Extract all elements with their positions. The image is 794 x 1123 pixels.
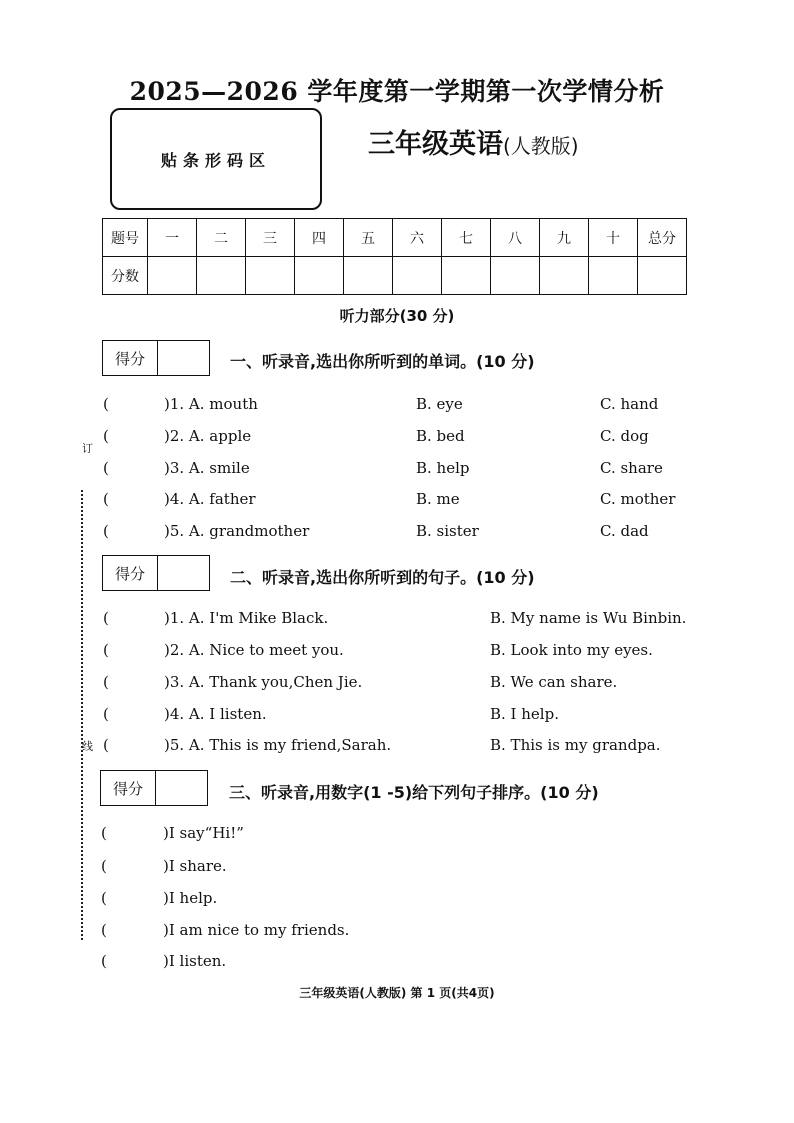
score-input-cell[interactable] — [589, 257, 638, 295]
score-box-input[interactable] — [156, 771, 207, 805]
subject-title — [368, 122, 579, 161]
score-input-cell[interactable] — [393, 257, 442, 295]
score-input-cell[interactable] — [638, 257, 687, 295]
answer-paren[interactable]: ( — [101, 952, 107, 970]
answer-paren[interactable]: ( — [101, 857, 107, 875]
answer-paren[interactable]: ( — [101, 921, 107, 939]
question-option-b: B. This is my grandpa. — [490, 736, 661, 754]
sentence-text: )I am nice to my friends. — [163, 921, 350, 939]
list-item — [0, 921, 794, 941]
score-table — [102, 218, 687, 295]
answer-paren[interactable]: ( — [103, 705, 109, 723]
section-title: 一、听录音,选出你所听到的单词。(10 分) — [230, 352, 535, 371]
listening-heading: 听力部分(30 分) — [339, 307, 455, 325]
score-input-cell[interactable] — [344, 257, 393, 295]
list-item — [0, 609, 794, 629]
subject-name: 三年级英语 — [368, 129, 503, 160]
binding-mark: 订 — [82, 442, 93, 455]
list-item — [0, 490, 794, 510]
question-option-a: )2. A. apple — [164, 427, 252, 445]
score-input-cell[interactable] — [442, 257, 491, 295]
question-option-b: B. me — [416, 490, 460, 508]
score-table-header-row — [103, 219, 687, 257]
question-option-b: B. I help. — [490, 705, 559, 723]
table-cell: 分数 — [103, 257, 148, 295]
section-score-box — [100, 770, 208, 806]
question-option-c: C. dad — [600, 522, 649, 540]
list-item — [0, 952, 794, 972]
question-option-a: )4. A. I listen. — [164, 705, 267, 723]
question-option-b: B. My name is Wu Binbin. — [490, 609, 687, 627]
sentence-text: )I say“Hi!” — [163, 824, 244, 842]
answer-paren[interactable]: ( — [103, 609, 109, 627]
section-title: 二、听录音,选出你所听到的句子。(10 分) — [230, 568, 535, 587]
score-box-label: 得分 — [103, 556, 158, 590]
table-cell: 一 — [148, 219, 197, 257]
answer-paren[interactable]: ( — [103, 736, 109, 754]
table-cell: 题号 — [103, 219, 148, 257]
score-input-cell[interactable] — [246, 257, 295, 295]
section-title: 三、听录音,用数字(1 -5)给下列句子排序。(10 分) — [229, 783, 599, 802]
barcode-label: 贴条形码区 — [160, 151, 271, 170]
table-cell: 十 — [589, 219, 638, 257]
table-cell: 七 — [442, 219, 491, 257]
table-cell: 八 — [491, 219, 540, 257]
score-box-label: 得分 — [101, 771, 156, 805]
table-cell: 六 — [393, 219, 442, 257]
score-input-cell[interactable] — [295, 257, 344, 295]
answer-paren[interactable]: ( — [103, 427, 109, 445]
list-item — [0, 736, 794, 756]
question-option-a: )4. A. father — [164, 490, 256, 508]
exam-title: 2025—2026 学年度第一学期第一次学情分析 — [129, 77, 665, 106]
question-option-b: B. bed — [416, 427, 465, 445]
answer-paren[interactable]: ( — [101, 889, 107, 907]
score-input-cell[interactable] — [491, 257, 540, 295]
binding-mark: 线 — [82, 740, 93, 753]
question-option-a: )1. A. mouth — [164, 395, 258, 413]
sentence-text: )I share. — [163, 857, 227, 875]
list-item — [0, 705, 794, 725]
table-cell: 二 — [197, 219, 246, 257]
score-box-input[interactable] — [158, 341, 209, 375]
answer-paren[interactable]: ( — [103, 395, 109, 413]
question-option-a: )2. A. Nice to meet you. — [164, 641, 344, 659]
score-table-score-row — [103, 257, 687, 295]
question-option-c: C. hand — [600, 395, 659, 413]
list-item — [0, 857, 794, 877]
page-footer: 三年级英语(人教版) 第 1 页(共4页) — [299, 986, 495, 1000]
list-item — [0, 889, 794, 909]
section-score-box — [102, 340, 210, 376]
list-item — [0, 641, 794, 661]
list-item — [0, 459, 794, 479]
table-cell: 总分 — [638, 219, 687, 257]
question-option-a: )5. A. This is my friend,Sarah. — [164, 736, 392, 754]
list-item — [0, 395, 794, 415]
question-option-a: )3. A. smile — [164, 459, 250, 477]
score-input-cell[interactable] — [148, 257, 197, 295]
list-item — [0, 824, 794, 844]
answer-paren[interactable]: ( — [103, 490, 109, 508]
score-input-cell[interactable] — [197, 257, 246, 295]
score-box-input[interactable] — [158, 556, 209, 590]
question-option-c: C. mother — [600, 490, 676, 508]
question-option-a: )1. A. I'm Mike Black. — [164, 609, 329, 627]
sentence-text: )I help. — [163, 889, 218, 907]
question-option-c: C. share — [600, 459, 663, 477]
table-cell: 四 — [295, 219, 344, 257]
score-box-label: 得分 — [103, 341, 158, 375]
question-option-b: B. eye — [416, 395, 463, 413]
question-option-b: B. We can share. — [490, 673, 618, 691]
list-item — [0, 427, 794, 447]
table-cell: 五 — [344, 219, 393, 257]
answer-paren[interactable]: ( — [101, 824, 107, 842]
list-item — [0, 522, 794, 542]
question-option-a: )5. A. grandmother — [164, 522, 310, 540]
sentence-text: )I listen. — [163, 952, 227, 970]
table-cell: 九 — [540, 219, 589, 257]
question-option-b: B. sister — [416, 522, 479, 540]
section-score-box — [102, 555, 210, 591]
answer-paren[interactable]: ( — [103, 522, 109, 540]
table-cell: 三 — [246, 219, 295, 257]
answer-paren[interactable]: ( — [103, 673, 109, 691]
score-input-cell[interactable] — [540, 257, 589, 295]
answer-paren[interactable]: ( — [103, 641, 109, 659]
answer-paren[interactable]: ( — [103, 459, 109, 477]
edition-label: (人教版) — [503, 134, 579, 158]
question-option-a: )3. A. Thank you,Chen Jie. — [164, 673, 363, 691]
list-item — [0, 673, 794, 693]
question-option-b: B. Look into my eyes. — [490, 641, 653, 659]
question-option-c: C. dog — [600, 427, 649, 445]
question-option-b: B. help — [416, 459, 470, 477]
